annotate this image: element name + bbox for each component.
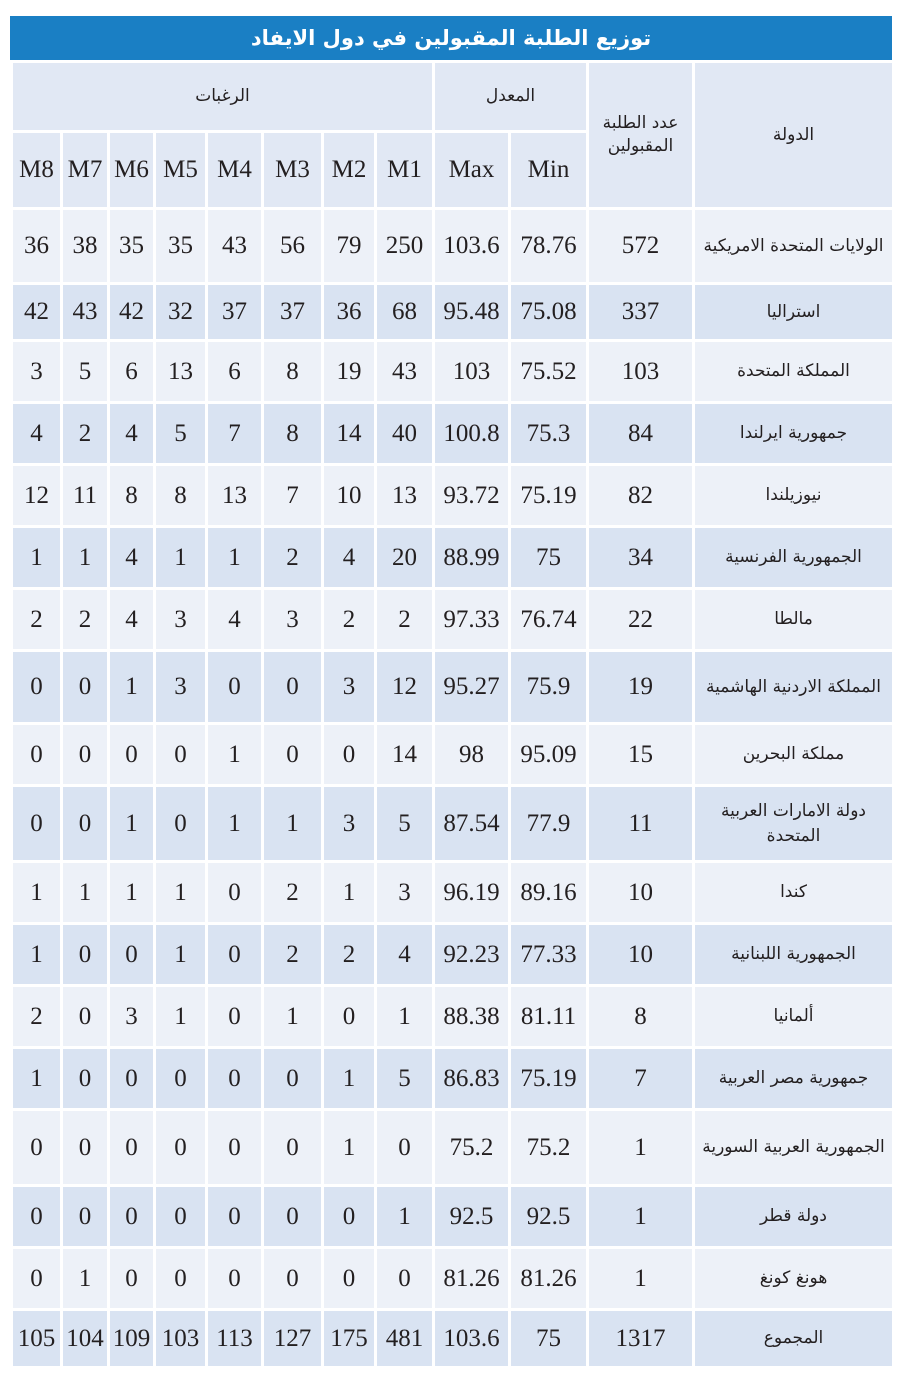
cell-m4: 6 [207,341,263,403]
cell-m7: 1 [62,527,109,589]
total-min: 75 [510,1310,588,1368]
cell-m5: 1 [155,527,207,589]
cell-m4: 0 [207,924,263,986]
cell-max: 95.48 [434,284,510,341]
table-row [12,1186,894,1248]
country-header: الدولة [694,62,894,209]
cell-accepted: 7 [588,1048,694,1110]
cell-max: 86.83 [434,1048,510,1110]
accepted-count-header: عدد الطلبة المقبولين [588,62,694,209]
cell-min: 95.09 [510,724,588,786]
cell-m7: 0 [62,1186,109,1248]
cell-m2: 79 [323,209,376,284]
cell-m8: 1 [12,862,62,924]
cell-country: مملكة البحرين [694,724,894,786]
cell-min: 75.3 [510,403,588,465]
cell-min: 75.19 [510,1048,588,1110]
cell-m1: 43 [376,341,434,403]
cell-accepted: 10 [588,862,694,924]
cell-m2: 36 [323,284,376,341]
cell-accepted: 8 [588,986,694,1048]
cell-m1: 5 [376,1048,434,1110]
table-row [12,786,894,862]
cell-m6: 3 [109,986,155,1048]
cell-m2: 19 [323,341,376,403]
cell-m5: 0 [155,1110,207,1186]
cell-m7: 2 [62,403,109,465]
cell-m5: 1 [155,924,207,986]
cell-accepted: 19 [588,651,694,724]
cell-m4: 1 [207,786,263,862]
cell-m5: 0 [155,724,207,786]
cell-accepted: 1 [588,1248,694,1310]
average-group-header: المعدل [434,62,588,132]
total-row [12,1310,894,1368]
cell-min: 81.11 [510,986,588,1048]
cell-max: 98 [434,724,510,786]
cell-m7: 0 [62,1110,109,1186]
max-header: Max [434,132,510,209]
cell-m6: 0 [109,1248,155,1310]
cell-m7: 0 [62,924,109,986]
cell-accepted: 572 [588,209,694,284]
m5-header: M5 [155,132,207,209]
cell-min: 75 [510,527,588,589]
cell-m1: 14 [376,724,434,786]
table-row [12,1110,894,1186]
cell-m3: 0 [263,1048,323,1110]
cell-country: ألمانيا [694,986,894,1048]
table-row [12,924,894,986]
cell-m2: 3 [323,786,376,862]
cell-m7: 2 [62,589,109,651]
cell-country: جمهورية ايرلندا [694,403,894,465]
cell-country: مالطا [694,589,894,651]
table-row [12,862,894,924]
cell-m1: 2 [376,589,434,651]
cell-m5: 1 [155,862,207,924]
cell-country: دولة قطر [694,1186,894,1248]
total-m6: 109 [109,1310,155,1368]
cell-m2: 10 [323,465,376,527]
total-accepted: 1317 [588,1310,694,1368]
cell-m3: 0 [263,651,323,724]
cell-m8: 1 [12,924,62,986]
cell-min: 75.2 [510,1110,588,1186]
cell-m4: 1 [207,724,263,786]
cell-accepted: 103 [588,341,694,403]
cell-m6: 4 [109,403,155,465]
cell-country: الجمهورية اللبنانية [694,924,894,986]
desires-group-header: الرغبات [12,62,434,132]
cell-m3: 0 [263,724,323,786]
cell-m3: 2 [263,862,323,924]
total-m2: 175 [323,1310,376,1368]
cell-m1: 40 [376,403,434,465]
cell-m4: 4 [207,589,263,651]
cell-m6: 0 [109,924,155,986]
cell-accepted: 34 [588,527,694,589]
cell-m8: 36 [12,209,62,284]
cell-m4: 7 [207,403,263,465]
cell-min: 78.76 [510,209,588,284]
total-max: 103.6 [434,1310,510,1368]
cell-m7: 0 [62,1048,109,1110]
cell-min: 76.74 [510,589,588,651]
cell-country: كندا [694,862,894,924]
cell-m4: 37 [207,284,263,341]
cell-m6: 8 [109,465,155,527]
total-m8: 105 [12,1310,62,1368]
cell-m4: 0 [207,1048,263,1110]
cell-accepted: 10 [588,924,694,986]
cell-country: الولايات المتحدة الامريكية [694,209,894,284]
cell-min: 92.5 [510,1186,588,1248]
cell-country: استراليا [694,284,894,341]
cell-m5: 1 [155,986,207,1048]
cell-m3: 3 [263,589,323,651]
cell-m2: 0 [323,1248,376,1310]
cell-m8: 4 [12,403,62,465]
cell-m5: 8 [155,465,207,527]
cell-m1: 13 [376,465,434,527]
students-distribution-table [10,60,895,1369]
cell-country: المملكة الاردنية الهاشمية [694,651,894,724]
cell-m4: 0 [207,986,263,1048]
cell-accepted: 11 [588,786,694,862]
cell-m6: 42 [109,284,155,341]
table-frame [10,16,892,1369]
cell-m6: 0 [109,1048,155,1110]
cell-m7: 0 [62,651,109,724]
cell-max: 103.6 [434,209,510,284]
cell-m5: 5 [155,403,207,465]
table-row [12,1248,894,1310]
cell-m8: 42 [12,284,62,341]
cell-m2: 14 [323,403,376,465]
table-row [12,724,894,786]
cell-m6: 1 [109,862,155,924]
cell-max: 100.8 [434,403,510,465]
cell-m8: 1 [12,527,62,589]
total-m4: 113 [207,1310,263,1368]
cell-min: 81.26 [510,1248,588,1310]
cell-m3: 7 [263,465,323,527]
m8-header: M8 [12,132,62,209]
cell-m4: 0 [207,651,263,724]
m6-header: M6 [109,132,155,209]
cell-max: 87.54 [434,786,510,862]
cell-m3: 1 [263,986,323,1048]
cell-m1: 5 [376,786,434,862]
cell-m2: 0 [323,1186,376,1248]
cell-m8: 0 [12,1248,62,1310]
m2-header: M2 [323,132,376,209]
cell-m4: 43 [207,209,263,284]
cell-m6: 4 [109,527,155,589]
cell-max: 88.38 [434,986,510,1048]
cell-max: 95.27 [434,651,510,724]
cell-m2: 1 [323,1048,376,1110]
cell-m3: 2 [263,527,323,589]
cell-m8: 0 [12,1186,62,1248]
cell-max: 88.99 [434,527,510,589]
cell-min: 75.08 [510,284,588,341]
table-row [12,589,894,651]
cell-min: 75.52 [510,341,588,403]
cell-m4: 0 [207,1110,263,1186]
cell-m3: 2 [263,924,323,986]
cell-accepted: 15 [588,724,694,786]
cell-accepted: 84 [588,403,694,465]
cell-m7: 1 [62,1248,109,1310]
cell-m3: 0 [263,1110,323,1186]
cell-m4: 1 [207,527,263,589]
min-header: Min [510,132,588,209]
m3-header: M3 [263,132,323,209]
cell-m3: 8 [263,341,323,403]
cell-m4: 13 [207,465,263,527]
cell-m1: 68 [376,284,434,341]
cell-m1: 0 [376,1248,434,1310]
cell-max: 92.5 [434,1186,510,1248]
cell-country: دولة الامارات العربية المتحدة [694,786,894,862]
cell-min: 77.9 [510,786,588,862]
cell-m3: 1 [263,786,323,862]
cell-m8: 12 [12,465,62,527]
cell-country: الجمهورية الفرنسية [694,527,894,589]
cell-max: 93.72 [434,465,510,527]
cell-m6: 1 [109,786,155,862]
cell-m2: 4 [323,527,376,589]
table-body [12,209,894,1368]
cell-max: 96.19 [434,862,510,924]
m7-header: M7 [62,132,109,209]
cell-m5: 3 [155,589,207,651]
cell-max: 81.26 [434,1248,510,1310]
cell-m8: 0 [12,1110,62,1186]
cell-m3: 0 [263,1186,323,1248]
table-row [12,651,894,724]
cell-m3: 56 [263,209,323,284]
table-row [12,1048,894,1110]
table-row [12,284,894,341]
cell-min: 89.16 [510,862,588,924]
m4-header: M4 [207,132,263,209]
cell-max: 75.2 [434,1110,510,1186]
cell-m1: 20 [376,527,434,589]
cell-country: جمهورية مصر العربية [694,1048,894,1110]
cell-accepted: 1 [588,1110,694,1186]
total-m5: 103 [155,1310,207,1368]
table-row [12,209,894,284]
cell-m2: 1 [323,862,376,924]
cell-m6: 0 [109,724,155,786]
cell-max: 97.33 [434,589,510,651]
cell-m6: 0 [109,1186,155,1248]
cell-m8: 1 [12,1048,62,1110]
total-label: المجموع [694,1310,894,1368]
cell-m6: 6 [109,341,155,403]
table-row [12,986,894,1048]
total-m7: 104 [62,1310,109,1368]
cell-m6: 4 [109,589,155,651]
table-row [12,341,894,403]
cell-m8: 2 [12,589,62,651]
cell-accepted: 337 [588,284,694,341]
table-row [12,465,894,527]
cell-m2: 0 [323,986,376,1048]
cell-min: 77.33 [510,924,588,986]
cell-m5: 0 [155,1248,207,1310]
table-row [12,403,894,465]
cell-m5: 0 [155,1186,207,1248]
cell-m8: 0 [12,724,62,786]
cell-m6: 0 [109,1110,155,1186]
cell-m7: 38 [62,209,109,284]
total-m3: 127 [263,1310,323,1368]
cell-max: 92.23 [434,924,510,986]
total-m1: 481 [376,1310,434,1368]
cell-m7: 0 [62,786,109,862]
cell-m2: 3 [323,651,376,724]
cell-m2: 0 [323,724,376,786]
cell-m8: 2 [12,986,62,1048]
cell-m7: 11 [62,465,109,527]
cell-m7: 1 [62,862,109,924]
cell-m7: 0 [62,986,109,1048]
cell-m7: 0 [62,724,109,786]
table-title: توزيع الطلبة المقبولين في دول الايفاد [10,16,892,60]
cell-m4: 0 [207,1186,263,1248]
cell-max: 103 [434,341,510,403]
cell-m2: 1 [323,1110,376,1186]
cell-m5: 0 [155,786,207,862]
cell-min: 75.9 [510,651,588,724]
cell-m5: 32 [155,284,207,341]
cell-m2: 2 [323,589,376,651]
cell-m8: 3 [12,341,62,403]
cell-country: هونغ كونغ [694,1248,894,1310]
cell-m5: 0 [155,1048,207,1110]
cell-m8: 0 [12,651,62,724]
cell-m3: 0 [263,1248,323,1310]
cell-country: المملكة المتحدة [694,341,894,403]
cell-accepted: 22 [588,589,694,651]
cell-m7: 5 [62,341,109,403]
m1-header: M1 [376,132,434,209]
cell-m1: 12 [376,651,434,724]
cell-m5: 3 [155,651,207,724]
cell-m4: 0 [207,1248,263,1310]
cell-m3: 37 [263,284,323,341]
cell-m6: 35 [109,209,155,284]
cell-m1: 250 [376,209,434,284]
cell-m5: 13 [155,341,207,403]
cell-m7: 43 [62,284,109,341]
cell-accepted: 82 [588,465,694,527]
cell-country: الجمهورية العربية السورية [694,1110,894,1186]
cell-min: 75.19 [510,465,588,527]
cell-accepted: 1 [588,1186,694,1248]
cell-m6: 1 [109,651,155,724]
cell-m2: 2 [323,924,376,986]
cell-m8: 0 [12,786,62,862]
cell-country: نيوزيلندا [694,465,894,527]
cell-m1: 0 [376,1110,434,1186]
cell-m1: 1 [376,986,434,1048]
cell-m1: 3 [376,862,434,924]
cell-m3: 8 [263,403,323,465]
cell-m1: 4 [376,924,434,986]
cell-m4: 0 [207,862,263,924]
cell-m1: 1 [376,1186,434,1248]
cell-m5: 35 [155,209,207,284]
table-row [12,527,894,589]
